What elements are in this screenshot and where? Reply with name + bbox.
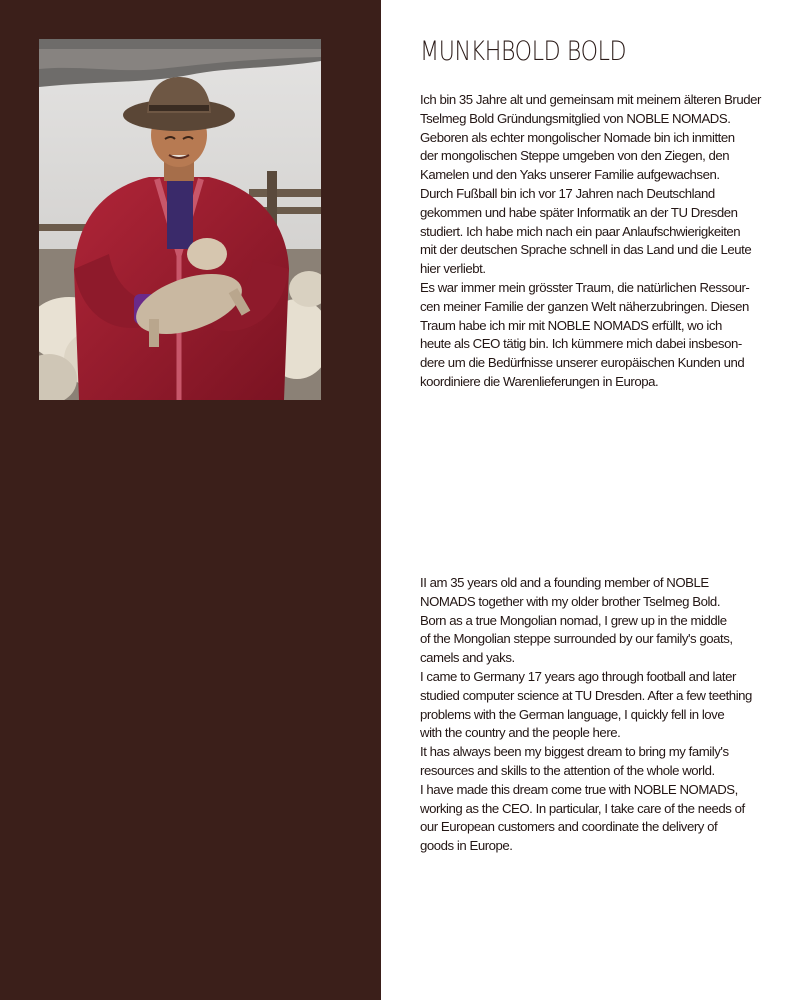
- german-line: cen meiner Familie der ganzen Welt näherzubringen. Diesen: [420, 298, 749, 314]
- german-line: der mongolischen Steppe umgeben von den Ziegen, den: [420, 148, 730, 164]
- english-line: our European customers and coordinate the delivery of: [420, 819, 718, 835]
- english-line: problems with the German language, I quickly fell in love: [420, 706, 725, 722]
- german-line: Es war immer mein grösster Traum, die natürlichen Ressour-: [420, 279, 750, 295]
- portrait-photo: [39, 39, 321, 400]
- german-line: hier verliebt.: [420, 261, 486, 277]
- german-line: Geboren als echter mongolischer Nomade bin ich inmitten: [420, 129, 735, 145]
- english-line: Born as a true Mongolian nomad, I grew up in the middle: [420, 612, 727, 628]
- english-biography: [420, 574, 780, 856]
- left-color-panel: [0, 0, 381, 1000]
- german-line: mit der deutschen Sprache schnell in das Land und die Leute: [420, 242, 752, 258]
- english-line: I came to Germany 17 years ago through football and later: [420, 668, 736, 684]
- german-line: heute als CEO tätig bin. Ich kümmere mich dabei insbeson-: [420, 336, 742, 352]
- english-line: I have made this dream come true with NOBLE NOMADS,: [420, 781, 738, 797]
- portrait-illustration: [39, 39, 321, 400]
- german-line: Ich bin 35 Jahre alt und gemeinsam mit meinem älteren Bruder: [420, 92, 761, 107]
- german-line: Durch Fußball bin ich vor 17 Jahren nach Deutschland: [420, 185, 715, 201]
- person-name-heading: MUNKHBOLD BOLD: [420, 36, 627, 67]
- german-line: gekommen und habe später Informatik an der TU Dresden: [420, 204, 738, 220]
- german-line: koordiniere die Warenlieferungen in Europa.: [420, 373, 659, 389]
- german-line: Traum habe ich mir mit NOBLE NOMADS erfüllt, wo ich: [420, 317, 722, 333]
- english-line: goods in Europe.: [420, 838, 513, 854]
- english-line: working as the CEO. In particular, I take care of the needs of: [420, 800, 745, 816]
- german-line: Tselmeg Bold Gründungsmitglied von NOBLE NOMADS.: [420, 110, 731, 126]
- english-line: resources and skills to the attention of the whole world.: [420, 762, 715, 778]
- german-line: studiert. Ich habe mich nach ein paar Anlaufschwierigkeiten: [420, 223, 741, 239]
- english-line: NOMADS together with my older brother Tselmeg Bold.: [420, 593, 721, 609]
- english-line: of the Mongolian steppe surrounded by our family's goats,: [420, 631, 733, 647]
- german-line: Kamelen und den Yaks unserer Familie aufgewachsen.: [420, 167, 720, 183]
- german-line: dere um die Bedürfnisse unserer europäischen Kunden und: [420, 355, 745, 371]
- english-line: camels and yaks.: [420, 650, 515, 666]
- english-line: It has always been my biggest dream to bring my family's: [420, 744, 729, 760]
- german-biography: [420, 91, 780, 392]
- english-line: with the country and the people here.: [420, 725, 621, 741]
- english-line: II am 35 years old and a founding member of NOBLE: [420, 575, 709, 590]
- english-line: studied computer science at TU Dresden. After a few teething: [420, 687, 752, 703]
- text-panel: [381, 0, 800, 1000]
